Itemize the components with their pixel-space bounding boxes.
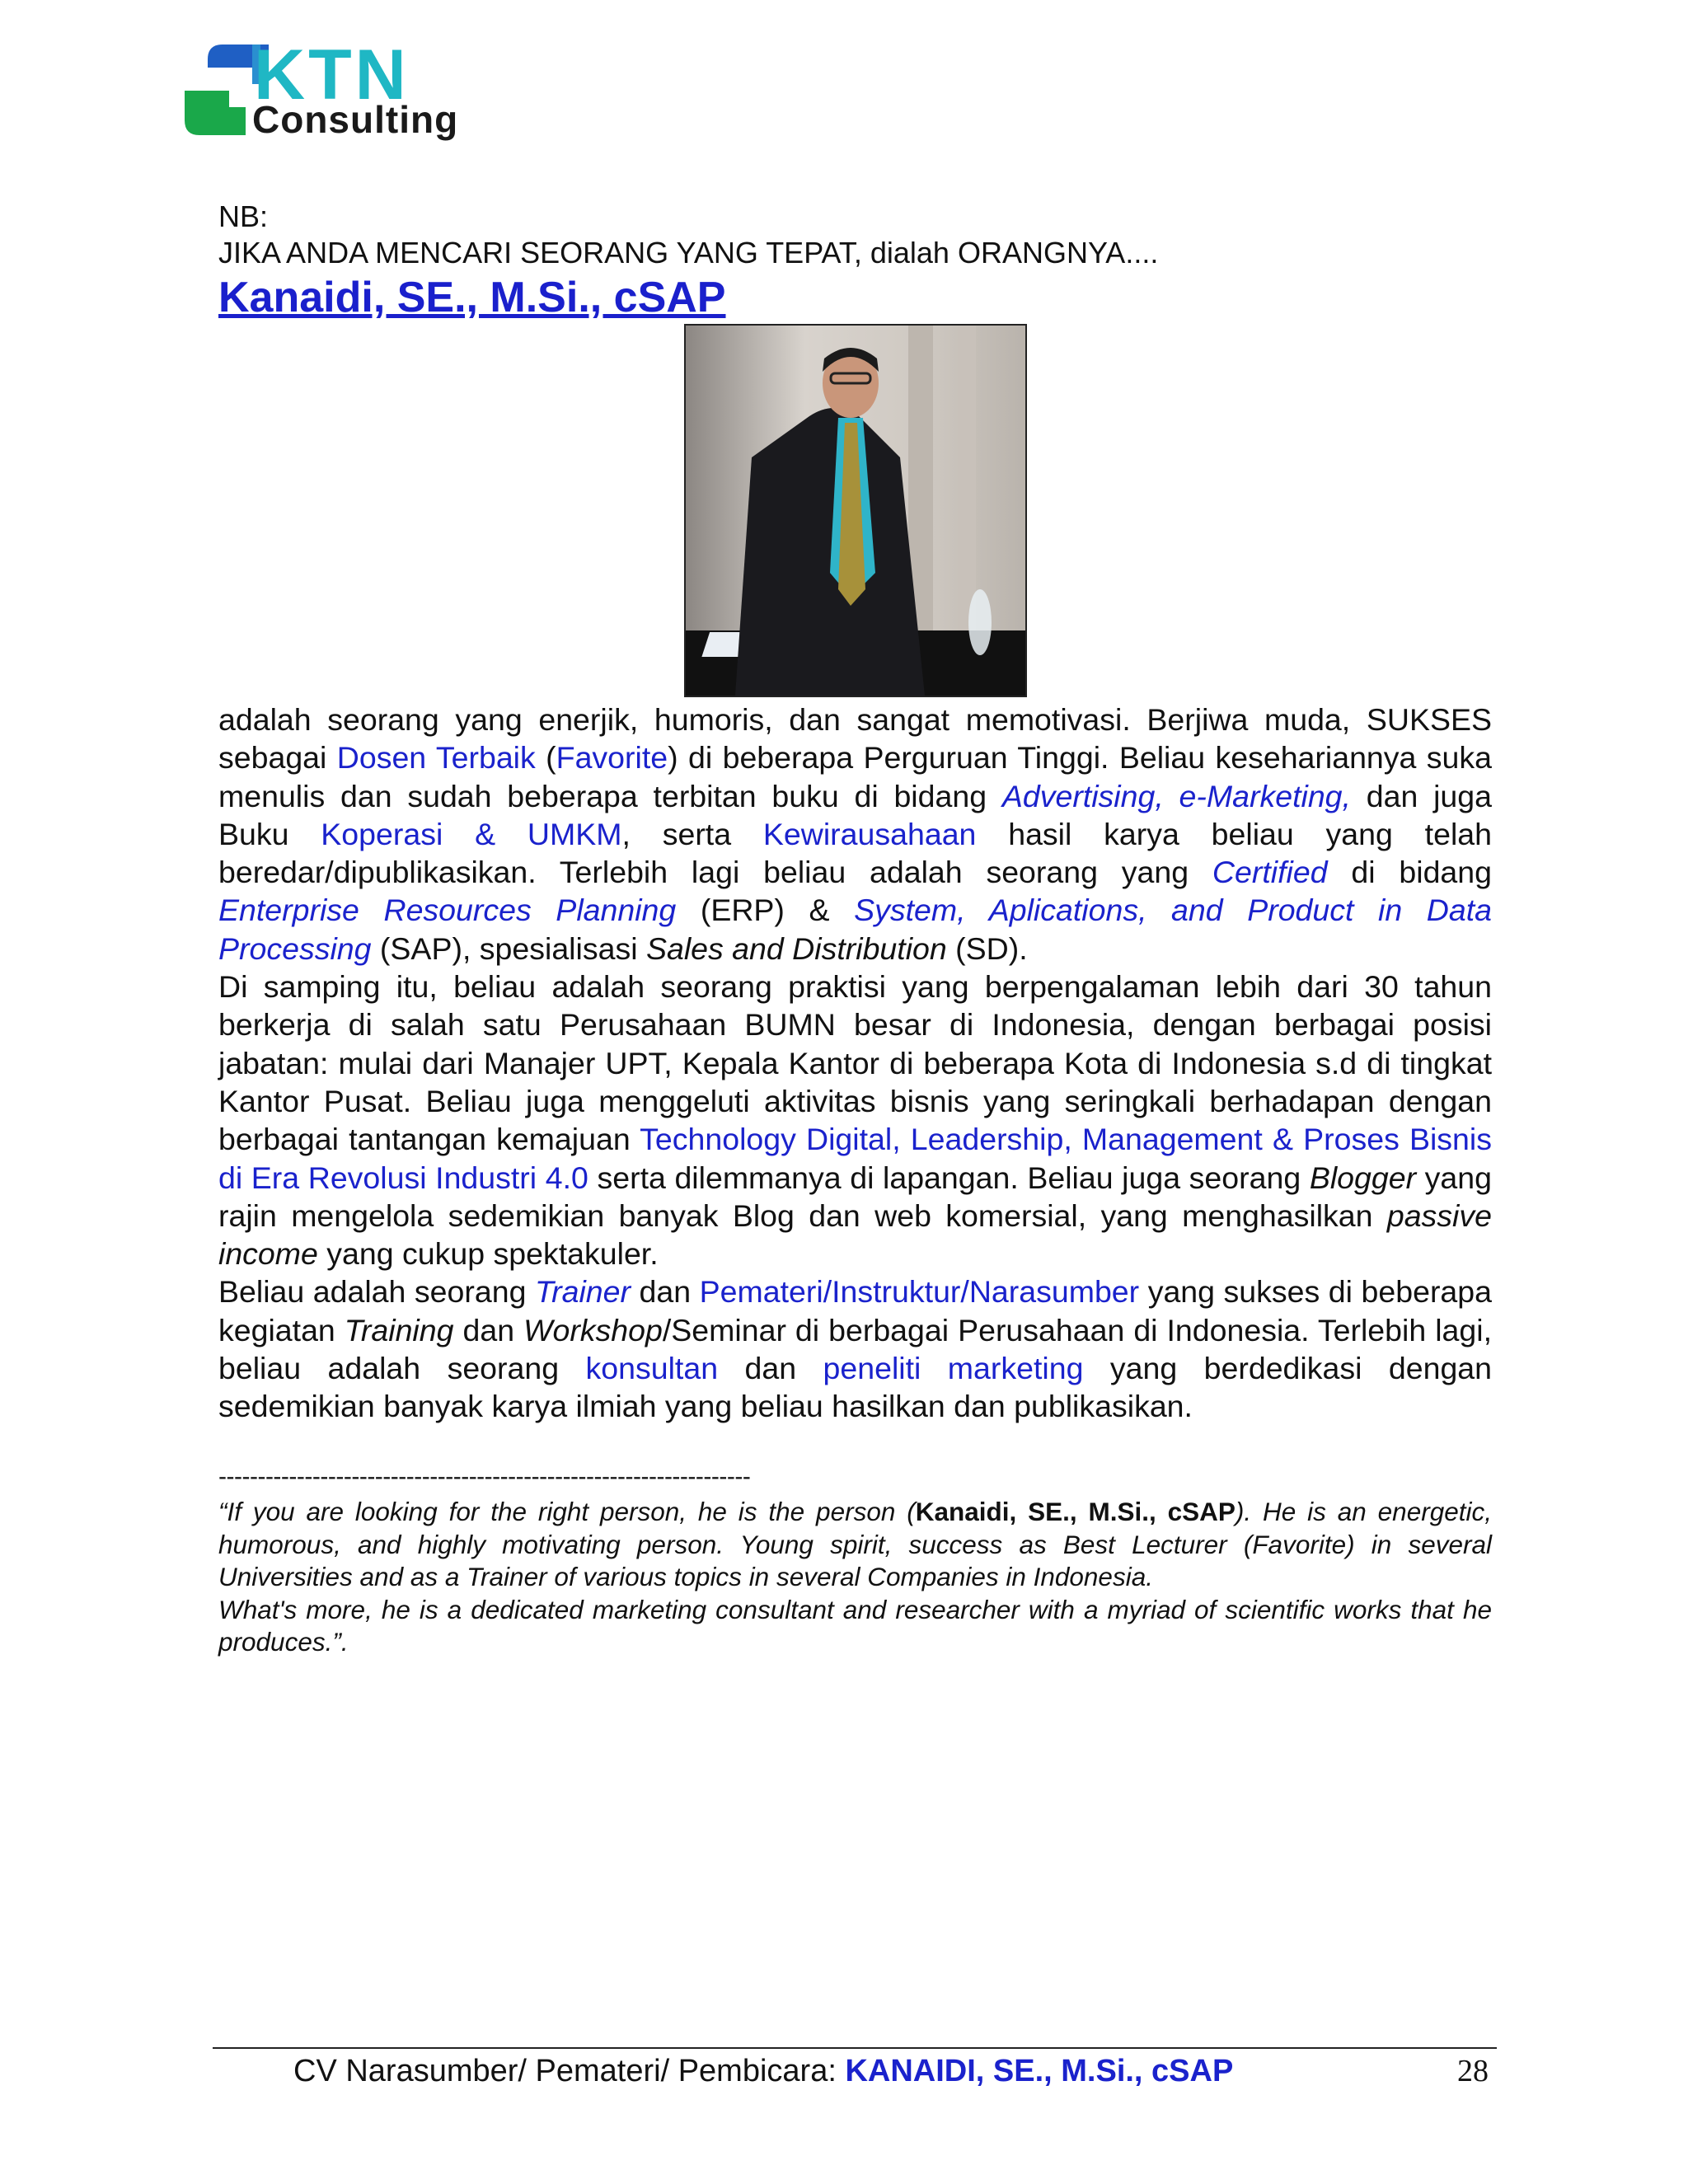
link-pemateri[interactable]: Pemateri/Instruktur/Narasumber [699,1274,1140,1310]
link-konsultan[interactable]: konsultan [585,1351,719,1386]
logo-name: KTN [254,35,410,115]
ktn-consulting-logo [183,35,480,141]
link-sap[interactable]: System, Aplications, and Product in Data Processing [218,893,1492,966]
link-favorite[interactable]: Favorite [556,740,668,776]
footer-divider [213,2047,1497,2049]
link-peneliti-marketing[interactable]: peneliti marketing [823,1351,1084,1386]
link-certified[interactable]: Certified [1212,855,1328,890]
link-koperasi-umkm[interactable]: Koperasi & UMKM [321,816,622,851]
link-dosen-terbaik[interactable]: Dosen Terbaik [336,740,536,776]
english-paragraph-1: “If you are looking for the right person, he is the person (Kanaidi, SE., M.Si., cSAP). He is an energetic, humorous, and highly motivating person. Young spirit, success as Best Lecturer (Favorite) in several Universities and as a Trainer of various topics in several Companies in Indonesia. [218,1497,1492,1591]
footer-name: KANAIDI, SE., M.Si., cSAP [845,2054,1234,2088]
bio-paragraph-2: Di samping itu, beliau adalah seorang praktisi yang berpengalaman lebih dari 30 tahun berkerja di salah satu Perusahaan BUMN besar di Indonesia, dengan berbagai posisi jabatan: mulai dari Manajer UPT, Kepala Kantor di beberapa Kota di Indonesia s.d di tingkat Kantor Pusat. Beliau juga menggeluti aktivitas bisnis yang seringkali berhadapan dengan berbagai tantangan kemajuan Technology Digital, Leadership, Management & Proses Bisnis di Era Revolusi Industri 4.0 serta dilemmanya di lapangan. Beliau juga seorang Blogger yang rajin mengelola sedemikian banyak Blog dan web komersial, yang menghasilkan passive income yang cukup spektakuler. [218,969,1492,1272]
nb-label: NB: [218,199,269,233]
link-technology-digital[interactable]: Technology Digital, Leadership, Management & Proses Bisnis di Era Revolusi Industri 4.0 [218,1122,1492,1195]
bio-paragraph-3: Beliau adalah seorang Trainer dan Pemateri/Instruktur/Narasumber yang sukses di beberapa kegiatan Training dan Workshop/Seminar di berbagai Perusahaan di Indonesia. Terlebih lagi, beliau adalah seorang konsultan dan peneliti marketing yang berdedikasi dengan sedemikian banyak karya ilmiah yang beliau hasilkan dan publikasikan. [218,1274,1493,1424]
separator-line: -------------------------------------------------------------------- [218,1463,751,1490]
bio-paragraph-1: adalah seorang yang enerjik, humoris, dan sangat memotivasi. Berjiwa muda, SUKSES sebagai Dosen Terbaik (Favorite) di beberapa Perguruan Tinggi. Beliau kesehariannya suka menulis dan sudah beberapa terbitan buku di bidang Advertising, e-Marketing, dan juga Buku Koperasi & UMKM, serta Kewirausahaan hasil karya beliau yang telah beredar/dipublikasikan. Terlebih lagi beliau adalah seorang yang Certified di bidang Enterprise Resources Planning (ERP) & System, Aplications, and Product in Data Processing (SAP), spesialisasi Sales and Distribution (SD). [218,702,1492,966]
footer-caption: CV Narasumber/ Pemateri/ Pembicara: KANAIDI, SE., M.Si., cSAP [293,2054,1234,2088]
link-erp[interactable]: Enterprise Resources Planning [218,893,677,928]
name-title-link[interactable]: Kanaidi, SE., M.Si., cSAP [218,274,726,321]
headline: JIKA ANDA MENCARI SEORANG YANG TEPAT, dialah ORANGNYA.... [218,236,1159,269]
bio-body [218,701,1492,1426]
link-kewirausahaan[interactable]: Kewirausahaan [762,816,977,851]
link-advertising[interactable]: Advertising, e-Marketing, [1001,778,1351,813]
page-number: 28 [1457,2054,1489,2088]
english-summary [218,1496,1492,1659]
portrait-photo [684,324,1027,697]
link-trainer[interactable]: Trainer [534,1274,631,1310]
logo-tagline: Consulting [252,98,459,141]
english-paragraph-2: What's more, he is a dedicated marketing consultant and researcher with a myriad of scientific works that he produces.”. [218,1594,1492,1657]
portrait-photo-icon [686,326,1025,696]
